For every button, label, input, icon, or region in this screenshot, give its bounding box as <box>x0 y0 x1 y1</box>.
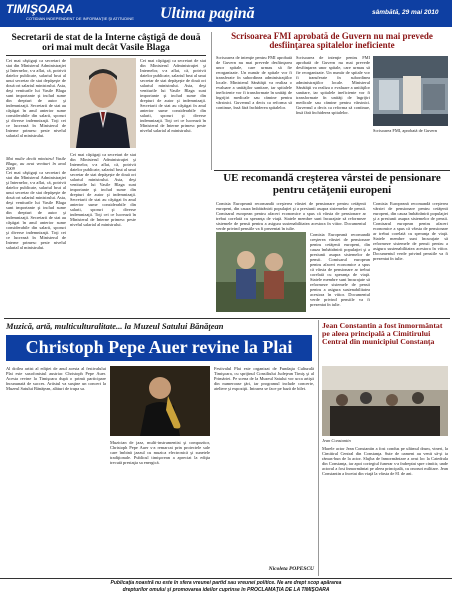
article-2-body: Scrisoarea de intenţie pentru FMI aprobată de Guvern nu mai prevede desfiinţarea unor spitale, care urmau să fie reorganizate. Un număr de spitale vor fi transferate în subordinea administraţiilor locale. Ministerul Sănătăţii va realiza o evaluare a unităţilor sanitare, iar spitalele ineficiente vor fi transformate în unităţi de îngrijiri medicale sau cămine pentru vârstnici. Guvernul a decis ca reforma să continue, însă fără închiderea spitalelor. <box>216 55 292 110</box>
article-3-body: Comisia Europeană recomandă creşterea vârstei de pensionare pentru cetăţenii europeni, din cauza îmbătrânirii populaţiei şi a presiunii asupra sistemelor de pensii. Comisarul european pentru afaceri economice a spus că vârsta de pensionare ar trebui corelată cu speranţa de viaţă. Statele membre sunt încurajate să reformeze sistemele de pensii pentru a asigura sustenabilitatea acestora în viitor. Documentul verde privind pensiile va fi prezentat în iulie. <box>216 201 366 231</box>
footer-line-2: drepturilor omului şi promovarea ideilor cuprinse în PROCLAMAŢIA DE LA TIMIŞOARA <box>122 587 330 593</box>
article-1-body-col3: Cei mai câştigaţi ca secretari de stat din Ministerul Administraţiei şi Internelor, s-a aflat, că, potrivit datelor publicate, salariul brut al unui secretar de stat depăşeşte de două ori salariul ministrului. Asta, deşi veniturile lui Vasile Blaga sunt importante şi includ sume din drepturi de autor şi indemnizaţii. Secretarii de stat au câştigat în anul anterior sume considerabile din salarii, sporuri şi diverse indemnizaţii. Toţi cei ce lucrează în Ministerul de Interne primesc peste nivelul salarial al ministrului. <box>70 152 136 227</box>
article-2-title: Scrisoarea FMI aprobată de Guvern nu mai prevede desfiinţarea spitalelor ineficiente <box>231 31 433 51</box>
hospital-image <box>373 56 448 126</box>
article-1-title: Secretarii de stat de la Interne câştigă de două ori mai mult decât Vasile Blaga <box>11 32 201 54</box>
newspaper-logo: TIMIŞOARA <box>6 2 74 16</box>
article-1-body-col4: Cei mai câştigaţi ca secretari de stat din Ministerul Administraţiei şi Internelor, s-a aflat, că, potrivit datelor publicate, salariul brut al unui secretar de stat depăşeşte de două ori salariul ministrului. Asta, deşi veniturile lui Vasile Blaga sunt importante şi includ sume din drepturi de autor şi indemnizaţii. Secretarii de stat au câştigat în anul anterior sume considerabile din salarii, sporuri şi diverse indemnizaţii. Toţi cei ce lucrează în Ministerul de Interne primesc peste nivelul salarial al ministrului. <box>140 58 206 133</box>
divider <box>214 170 450 171</box>
article-3-photo <box>216 232 306 312</box>
article-4-author: Nicoleta POPESCU <box>268 566 314 572</box>
article-2-caption: Scrisoarea FMI, aprobată de Guvern <box>373 128 438 133</box>
divider <box>4 318 450 319</box>
article-4-body-col2: Muzician de jazz, multi-instrumentist şi compozitor, Christoph Pepe Auer s-a remarcat prin proiectele sale care îmbină jazzul cu muzica electronică şi sunetele tradiţionale. Publicul timişorean a apreciat la ediţia trecută prestaţia sa energică. <box>110 440 210 465</box>
newspaper-tagline: COTIDIAN INDEPENDENT DE INFORMAŢIE ŞI ATITUDINE <box>26 16 134 21</box>
article-5-body: Marele actor Jean Constantin a fost condus pe ultimul drum, vineri, la Cimitirul Central din Constanţa. Sute de oameni au venit să-şi ia rămas-bun de la actor. Slujba de înmormântare a avut loc la Catedrala din Constanţa, iar apoi cortegiul funerar s-a îndreptat spre cimitir, unde actorul a fost înmormântat pe aleea principală, cu onoruri militare. Jean Constantin a încetat din viaţă la vârsta de 81 de ani. <box>322 446 448 476</box>
article-3-body-col3: Comisia Europeană recomandă creşterea vârstei de pensionare pentru cetăţenii europeni, din cauza îmbătrânirii populaţiei şi a presiunii asupra sistemelor de pensii. Comisarul european pentru afaceri economice a spus că vârsta de pensionare ar trebui corelată cu speranţa de viaţă. Statele membre sunt încurajate să reformeze sistemele de pensii pentru a asigura sustenabilitatea acestora în viitor. Documentul verde privind pensiile va fi prezentat în iulie. <box>373 201 448 261</box>
column-divider <box>211 32 212 170</box>
article-2-body-col2: Scrisoarea de intenţie pentru FMI aprobată de Guvern nu mai prevede desfiinţarea unor spitale, care urmau să fie reorganizate. Un număr de spitale vor fi transferate în subordinea administraţiilor locale. Ministerul Sănătăţii va realiza o evaluare a unităţilor sanitare, iar spitalele ineficiente vor fi transformate în unităţi de îngrijiri medicale sau cămine pentru vârstnici. Guvernul a decis ca reforma să continue, însă fără închiderea spitalelor. <box>296 55 370 115</box>
portrait-image <box>70 58 136 148</box>
divider <box>6 55 206 56</box>
elderly-people-image <box>216 232 306 312</box>
article-4-body-col3: Festivalul Plai este organizat de Fundaţia Culturală Timişoara, cu sprijinul Consiliului Judeţean Timiş şi al Primăriei. Pe scena de la Muzeul Satului vor urca artişti din numeroase ţări, iar programul include concerte, ateliere şi expoziţii. Intrarea se face pe bază de bilet. <box>214 366 314 391</box>
article-4-photo <box>110 366 210 436</box>
article-3-body-col2: Comisia Europeană recomandă creşterea vârstei de pensionare pentru cetăţenii europeni, din cauza îmbătrânirii populaţiei şi a presiunii asupra sistemelor de pensii. Comisarul european pentru afaceri economice a spus că vârsta de pensionare ar trebui corelată cu speranţa de viaţă. Statele membre sunt încurajate să reformeze sistemele de pensii pentru a asigura sustenabilitatea acestora în viitor. Documentul verde privind pensiile va fi prezentat în iulie. <box>310 232 370 307</box>
footer-line-1: Publicaţia noastră nu este în sfera vreunei partid sau vreunei politice. Ne are drept scop apărarea <box>110 580 342 586</box>
saxophonist-image <box>110 366 210 436</box>
article-2-photo <box>373 56 448 126</box>
article-4-body-col1: Al doilea artist al ediţiei de anul acesta al festivalului Plai este saxofonistul austriac Christoph Pepe Auer. Acesta revine la Timişoara după o primă participare încununată de succes. Artistul va susţine un concert la Muzeul Satului Bănăţean, alături de trupa sa. <box>6 366 106 391</box>
article-1-caption: Mai multe decât ministrul Vasile Blaga, au avut venituri în anul 2009 <box>6 156 66 171</box>
page-title: Ultima pagină <box>160 5 255 22</box>
article-4-title: Christoph Pepe Auer revine la Plai <box>25 337 293 357</box>
article-1-body-col2: Cei mai câştigaţi ca secretari de stat din Ministerul Administraţiei şi Internelor, s-a aflat, că, potrivit datelor publicate, salariul brut al unui secretar de stat depăşeşte de două ori salariul ministrului. Asta, deşi veniturile lui Vasile Blaga sunt importante şi includ sume din drepturi de autor şi indemnizaţii. Secretarii de stat au câştigat în anul anterior sume considerabile din salarii, sporuri şi diverse indemnizaţii. Toţi cei ce lucrează în Ministerul de Interne primesc peste nivelul salarial al ministrului. <box>6 170 66 250</box>
article-5-title: Jean Constantin a fost înmormântat pe aleea principală a Cimitirului Central din municipiul Constanţa <box>322 321 443 347</box>
article-3-title: UE recomandă creşterea vârstei de pensionare pentru cetăţenii europeni <box>223 172 441 196</box>
article-1-photo <box>70 58 136 148</box>
column-divider <box>318 320 319 576</box>
article-1-body: Cei mai câştigaţi ca secretari de stat din Ministerul Administraţiei şi Internelor, s-a aflat, că, potrivit datelor publicate, salariul brut al unui secretar de stat depăşeşte de două ori salariul ministrului. Asta, deşi veniturile lui Vasile Blaga sunt importante şi includ sume din drepturi de autor şi indemnizaţii. Secretarii de stat au câştigat în anul anterior sume considerabile din salarii, sporuri şi diverse indemnizaţii. Toţi cei ce lucrează în Ministerul de Interne primesc peste nivelul salarial al ministrului. <box>6 58 66 138</box>
article-5-caption: Jean Constantin <box>322 438 351 443</box>
article-4-kicker: Muzică, artă, multiculturalitate... la Muzeul Satului Bănăţean <box>6 321 224 331</box>
issue-date: sâmbătă, 29 mai 2010 <box>372 9 439 16</box>
funeral-image <box>322 366 448 436</box>
article-5-photo <box>322 366 448 436</box>
